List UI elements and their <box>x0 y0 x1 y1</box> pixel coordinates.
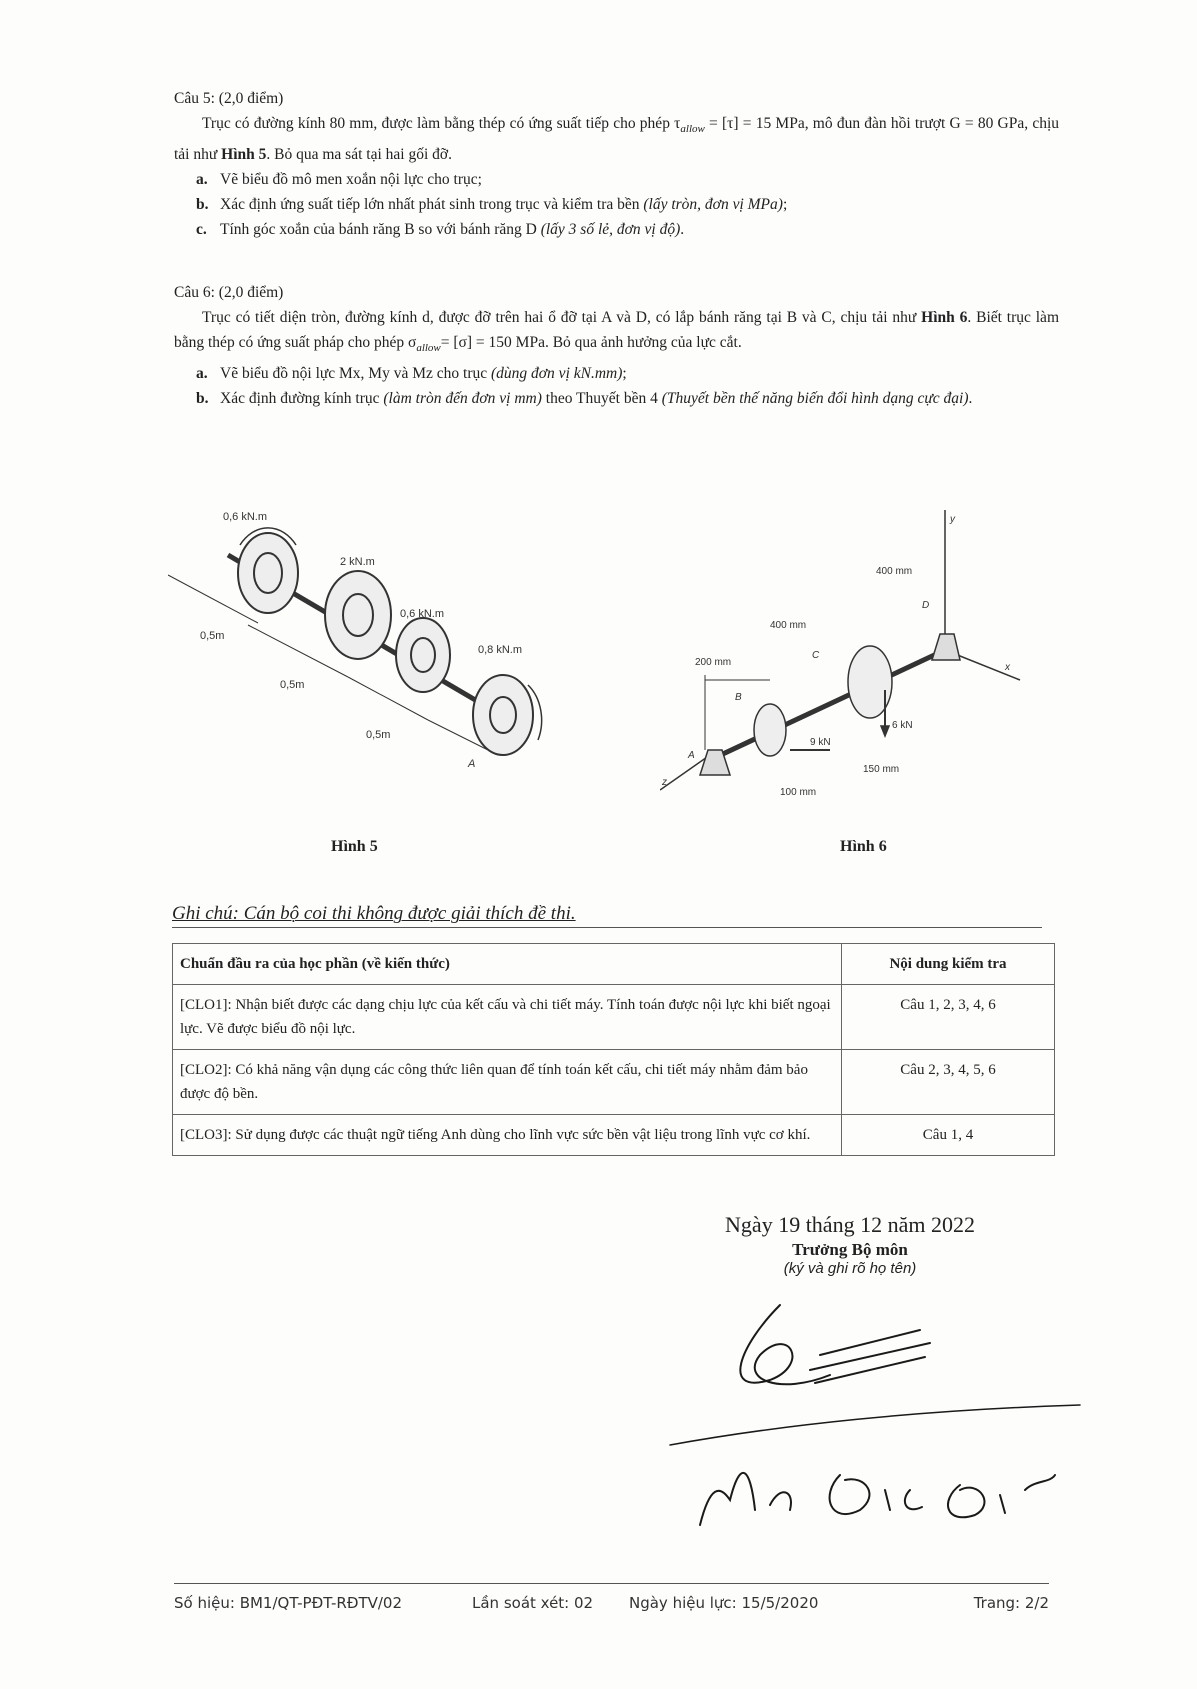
question-5-title: Câu 5: (2,0 điểm) <box>174 90 284 107</box>
figure-5-caption: Hình 5 <box>331 838 378 855</box>
question-5 <box>174 86 1059 242</box>
dim-label: 150 mm <box>863 764 900 775</box>
table-header-row <box>173 944 1055 985</box>
table-row <box>173 985 1055 1050</box>
length-label: 0,5m <box>200 630 225 642</box>
column-header: Nội dung kiểm tra <box>842 944 1055 985</box>
table-row <box>173 1115 1055 1156</box>
signature-role: Trưởng Bộ môn <box>792 1240 908 1259</box>
question-5-item-a: a. Vẽ biểu đồ mô men xoắn nội lực cho trục; <box>196 171 482 189</box>
content-cell: Câu 2, 3, 4, 5, 6 <box>842 1050 1055 1115</box>
footer <box>174 1583 1049 1612</box>
clo-cell: [CLO3]: Sử dụng được các thuật ngữ tiếng Anh dùng cho lĩnh vực sức bền vật liệu trong lĩnh vực cơ khí. <box>173 1115 842 1156</box>
torque-label: 2 kN.m <box>340 556 375 568</box>
point-label: A <box>468 758 476 770</box>
dim-label: 400 mm <box>770 620 807 631</box>
point-label: D <box>922 600 930 611</box>
point-label: C <box>812 650 820 661</box>
question-6 <box>174 280 1059 411</box>
footer-page: Trang: 2/2 <box>973 1594 1049 1612</box>
signature-hint: (ký và ghi rõ họ tên) <box>783 1260 917 1277</box>
length-label: 0,5m <box>280 679 305 691</box>
proctor-note: Ghi chú: Cán bộ coi thi không được giải thích đề thi. <box>172 903 1042 928</box>
question-6-item-b: b. Xác định đường kính trục (làm tròn đến đơn vị mm) theo Thuyết bền 4 (Thuyết bền thế năng biến đổi hình dạng cực đại). <box>196 390 973 408</box>
table-row <box>173 1050 1055 1115</box>
dim-label: 100 mm <box>780 787 817 798</box>
figure-6-shaft-diagram <box>660 510 1060 800</box>
signature-date: Ngày 19 tháng 12 năm 2022 <box>725 1212 975 1237</box>
axis-label: z <box>662 777 667 788</box>
footer-code: Số hiệu: BM1/QT-PĐT-RĐTV/02 <box>174 1594 403 1612</box>
length-label: 0,5m <box>366 729 391 741</box>
clo-cell: [CLO1]: Nhận biết được các dạng chịu lực của kết cấu và chi tiết máy. Tính toán được nội lực khi biết ngoại lực. Vẽ được biểu đồ nội lực. <box>173 985 842 1050</box>
question-6-title: Câu 6: (2,0 điểm) <box>174 284 284 301</box>
torque-label: 0,6 kN.m <box>223 511 268 523</box>
axis-label: x <box>1005 662 1010 673</box>
question-6-item-a: a. Vẽ biểu đồ nội lực Mx, My và Mz cho trục (dùng đơn vị kN.mm); <box>196 365 627 383</box>
dim-label: 400 mm <box>876 566 913 577</box>
question-5-intro: Trục có đường kính 80 mm, được làm bằng thép có ứng suất tiếp cho phép $\tau_{allow} = [\tau] = 15$ MPa, mô đun đàn hồi trượt G = 80 GPa, chịu tải như Hình 5. Bỏ qua ma sát tại hai gối đỡ. <box>174 115 1060 164</box>
axis-label: y <box>950 514 955 525</box>
footer-effective: Ngày hiệu lực: 15/5/2020 <box>629 1594 819 1612</box>
column-header: Chuẩn đầu ra của học phần (về kiến thức) <box>173 944 842 985</box>
handwritten-signature <box>660 1285 1090 1545</box>
point-label: A <box>688 750 695 761</box>
question-6-intro: Trục có tiết diện tròn, đường kính d, được đỡ trên hai ổ đỡ tại A và D, có lắp bánh răng tại B và C, chịu tải như Hình 6. Biết trục làm bằng thép có ứng suất pháp cho phép $\sigma_{allow}= [\sigma] = 150$ MPa. Bỏ qua ảnh hưởng của lực cắt. <box>174 309 1059 355</box>
question-5-item-b: b. Xác định ứng suất tiếp lớn nhất phát sinh trong trục và kiểm tra bền (lấy tròn, đơn vị MPa); <box>196 196 788 214</box>
clo-table <box>172 943 1055 1156</box>
force-label: 9 kN <box>810 737 831 748</box>
torque-label: 0,6 kN.m <box>400 608 445 620</box>
question-5-item-c: c. Tính góc xoắn của bánh răng B so với bánh răng D (lấy 3 số lẻ, đơn vị độ). <box>196 221 685 239</box>
signature-name: Mai Đức Đãi <box>660 1285 666 1286</box>
figure-5-shaft-diagram <box>168 505 608 785</box>
figure-6-caption: Hình 6 <box>840 838 887 855</box>
footer-revision: Lần soát xét: 02 <box>472 1594 594 1612</box>
clo-cell: [CLO2]: Có khả năng vận dụng các công thức liên quan để tính toán kết cấu, chi tiết máy nhằm đảm bảo được độ bền. <box>173 1050 842 1115</box>
point-label: B <box>735 692 742 703</box>
torque-label: 0,8 kN.m <box>478 644 523 656</box>
content-cell: Câu 1, 4 <box>842 1115 1055 1156</box>
content-cell: Câu 1, 2, 3, 4, 6 <box>842 985 1055 1050</box>
dim-label: 200 mm <box>695 657 732 668</box>
signature-block <box>650 1212 1050 1277</box>
force-label: 6 kN <box>892 720 913 731</box>
